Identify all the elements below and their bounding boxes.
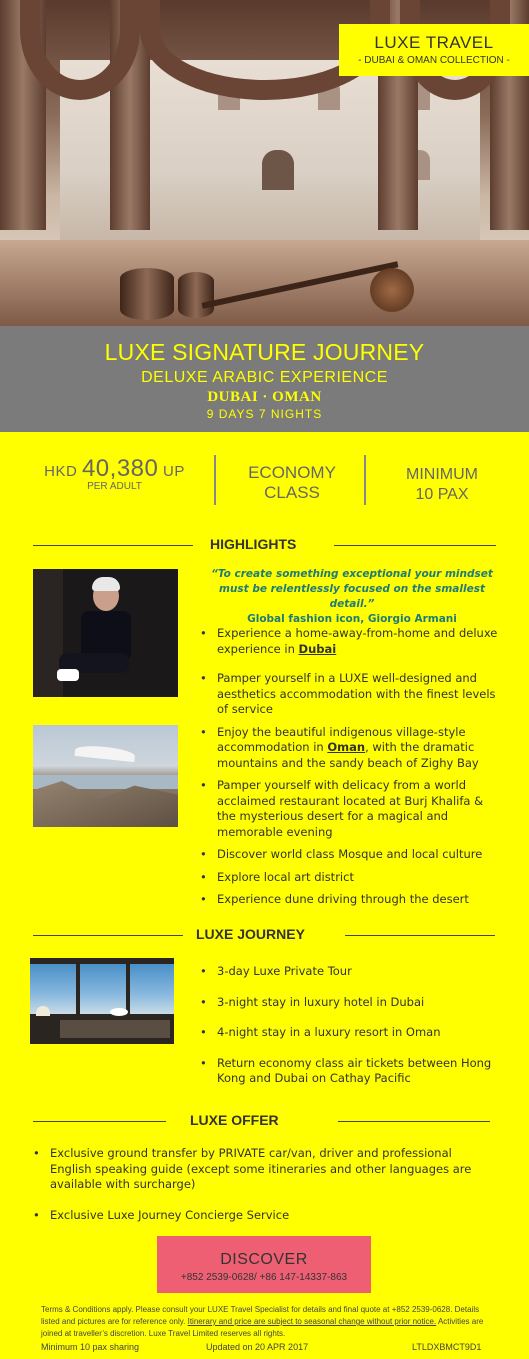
- oman-link[interactable]: Oman: [327, 740, 366, 754]
- list-item: • Exclusive ground transfer by PRIVATE car/van, driver and professional English speaking guide (except some itineraries and other languages are available with surcharge): [33, 1146, 473, 1193]
- list-item: [200, 892, 500, 908]
- photo-paraglider: [75, 744, 136, 762]
- footer-min-pax: Minimum 10 pax sharing: [41, 1342, 140, 1352]
- palace-door: [262, 150, 294, 190]
- list-item-text: Experience a home-away-from-home and deluxe experience in: [217, 626, 498, 656]
- list-item: • Exclusive Luxe Journey Concierge Service: [33, 1208, 473, 1224]
- price-block: [22, 455, 207, 492]
- journey-list: [200, 964, 500, 1087]
- journey-header: [0, 926, 529, 946]
- list-item: [200, 847, 500, 863]
- divider-line: [334, 545, 496, 546]
- tabla-drum: [178, 272, 214, 318]
- journey-title: LUXE SIGNATURE JOURNEY: [104, 339, 425, 365]
- hotel-room-photo: [30, 958, 174, 1044]
- list-item: [200, 725, 500, 772]
- list-item-text: Discover world class Mosque and local culture: [217, 847, 483, 861]
- offer-header: [0, 1112, 529, 1132]
- journey-heading: LUXE JOURNEY: [196, 926, 305, 942]
- class-line1: ECONOMY: [248, 463, 336, 482]
- quote-attribution: Global fashion icon, Giorgio Armani: [247, 613, 457, 625]
- photo-lamp: [36, 1006, 50, 1016]
- minimum-line2: 10 PAX: [415, 486, 469, 503]
- terms-underlined: Itinerary and price are subject to seasonal change without prior notice.: [187, 1317, 437, 1326]
- list-item-text: Pamper yourself in a LUXE well-designed and aesthetics accommodation with the finest levels of service: [217, 671, 496, 716]
- divider-line: [33, 545, 193, 546]
- photo-window: [130, 964, 174, 1014]
- list-item-text: Pamper yourself with delicacy from a world acclaimed restaurant located at Burj Khalifa & the mysterious desert for a magical and memorable evening: [217, 778, 484, 839]
- minimum-line1: MINIMUM: [406, 466, 478, 483]
- contact-phones: +852 2539-0628/ +86 147-14337-863: [180, 1272, 348, 1283]
- price-per: PER ADULT: [87, 481, 142, 492]
- list-item: • 4-night stay in a luxury resort in Oman: [200, 1025, 500, 1041]
- price-suffix: UP: [163, 463, 185, 480]
- discover-label: DISCOVER: [220, 1251, 308, 1268]
- divider-line: [33, 1121, 166, 1122]
- discover-button[interactable]: [157, 1236, 371, 1293]
- brand-title: LUXE TRAVEL: [374, 33, 494, 52]
- armani-quote: [196, 567, 508, 627]
- list-item-text: Enjoy the beautiful indigenous village-style accommodation in: [217, 724, 466, 754]
- list-item: [200, 626, 500, 657]
- offer-heading: LUXE OFFER: [190, 1112, 279, 1128]
- armani-photo: [33, 569, 178, 697]
- list-item: [200, 671, 500, 718]
- divider-line: [345, 935, 495, 936]
- divider-line: [338, 1121, 490, 1122]
- price-amount: 40,380: [81, 455, 159, 482]
- photo-flower: [110, 1008, 128, 1016]
- highlights-header: [0, 536, 529, 556]
- photo-figure-hair: [92, 577, 120, 591]
- quote-text: “To create something exceptional your mindset must be relentlessly focused on the smallest detail.”: [211, 568, 493, 610]
- divider: [214, 455, 216, 505]
- minimum-block: [372, 465, 512, 505]
- brand-box: [339, 24, 529, 76]
- journey-banner: [0, 326, 529, 432]
- paraglider-photo: [33, 725, 178, 827]
- list-item: • Return economy class air tickets between Hong Kong and Dubai on Cathay Pacific: [200, 1056, 500, 1087]
- price-currency: HKD: [44, 463, 78, 480]
- photo-window: [80, 964, 126, 1014]
- footer-updated: Updated on 20 APR 2017: [206, 1342, 309, 1352]
- offer-list: [33, 1146, 473, 1223]
- highlights-heading: HIGHLIGHTS: [210, 536, 297, 552]
- brand-subtitle: - DUBAI & OMAN COLLECTION -: [358, 55, 510, 66]
- divider-line: [33, 935, 183, 936]
- footer-code: LTLDXBMCT9D1: [412, 1342, 482, 1352]
- journey-destinations: DUBAI · OMAN: [207, 389, 322, 405]
- dubai-link[interactable]: Dubai: [298, 641, 337, 656]
- list-item: • 3-day Luxe Private Tour: [200, 964, 500, 980]
- list-item-text: , with the dramatic mountains and the sandy beach of Zighy Bay: [217, 740, 479, 770]
- class-block: [222, 463, 362, 503]
- terms-text: [41, 1304, 496, 1340]
- journey-duration: 9 DAYS 7 NIGHTS: [206, 407, 323, 421]
- list-item: • 3-night stay in luxury hotel in Dubai: [200, 995, 500, 1011]
- highlights-list: [200, 626, 500, 908]
- price-row: [0, 455, 529, 511]
- photo-figure-shoe: [57, 669, 79, 681]
- list-item: [200, 778, 500, 840]
- palace-floor: [0, 240, 529, 326]
- class-line2: CLASS: [264, 483, 320, 502]
- photo-window: [30, 964, 76, 1014]
- list-item: [200, 870, 500, 886]
- list-item-text: Experience dune driving through the desert: [217, 892, 469, 906]
- list-item-text: Explore local art district: [217, 869, 354, 884]
- photo-sofa: [60, 1020, 170, 1038]
- divider: [364, 455, 366, 505]
- terms-part: Activities are joined at traveller’s discretion. Luxe Travel Limited reserves all rights.: [41, 1317, 484, 1338]
- sitar-body: [370, 268, 414, 312]
- tabla-drum: [120, 268, 174, 320]
- terms-part: Terms & Conditions apply. Please consult your LUXE Travel Specialist for details and final quote at +852 2539-0628. Details listed and pictures are for reference only.: [41, 1305, 480, 1326]
- journey-subtitle: DELUXE ARABIC EXPERIENCE: [141, 369, 388, 386]
